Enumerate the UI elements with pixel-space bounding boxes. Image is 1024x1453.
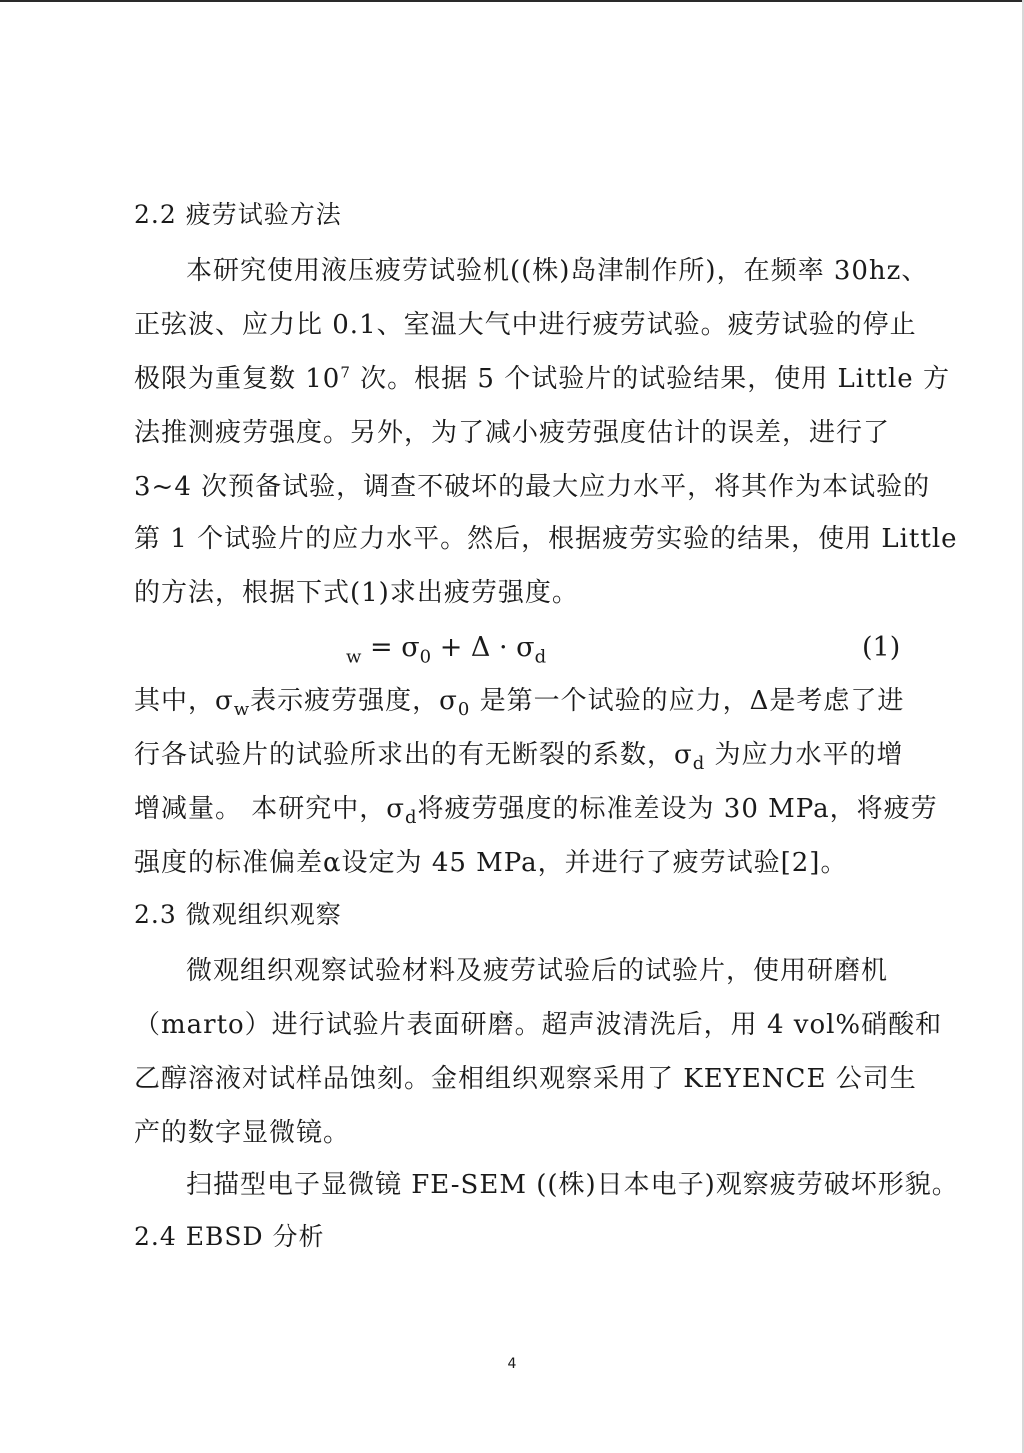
subscript: d (405, 807, 418, 829)
subscript: d (692, 753, 706, 775)
paragraph-line: 第 1 个试验片的应力水平。然后，根据疲劳实验的结果，使用 Little (134, 524, 958, 554)
plus-delta: + Δ · (431, 632, 517, 663)
section-heading-2-4: 2.4 EBSD 分析 (134, 1222, 325, 1251)
paragraph-line: （marto）进行试验片表面研磨。超声波清洗后，用 4 vol%硝酸和 (134, 1010, 943, 1040)
text-run: 将疲劳强度的标准差设为 30 MPa，将疲劳 (417, 794, 938, 824)
paragraph-line: 的方法，根据下式(1)求出疲劳强度。 (134, 578, 579, 608)
paragraph-line: 乙醇溶液对试样品蚀刻。金相组织观察采用了 KEYENCE 公司生 (134, 1064, 917, 1094)
subscript: 0 (419, 646, 432, 668)
text-run: 为应力水平的增 (705, 740, 904, 770)
paragraph-line: 微观组织观察试验材料及疲劳试验后的试验片，使用研磨机 (186, 956, 889, 986)
text-run: 表示疲劳强度，σ (250, 686, 458, 716)
paragraph-line (134, 738, 904, 775)
paragraph-line: 本研究使用液压疲劳试验机((株)岛津制作所)，在频率 30hz、 (186, 256, 929, 286)
sigma-symbol: σ (401, 632, 420, 663)
paragraph-line: 扫描型电子显微镜 FE-SEM ((株)日本电子)观察疲劳破坏形貌。 (186, 1170, 959, 1200)
paragraph-line (134, 792, 938, 829)
text-run: 极限为重复数 10 (134, 364, 341, 394)
superscript-exponent: 7 (340, 363, 351, 382)
paragraph-line: 正弦波、应力比 0.1、室温大气中进行疲劳试验。疲劳试验的停止 (134, 310, 917, 340)
equation-1 (346, 630, 546, 666)
equation-number: (1) (862, 632, 901, 663)
scan-top-edge (0, 0, 1024, 2)
paragraph-line: 3~4 次预备试验，调查不破坏的最大应力水平，将其作为本试验的 (134, 472, 931, 502)
subscript: w (346, 646, 362, 668)
text-run: 其中，σ (134, 686, 234, 716)
paragraph-line: 产的数字显微镜。 (134, 1118, 351, 1148)
sigma-symbol: σ (516, 632, 535, 663)
text-run: 增减量。 本研究中，σ (134, 794, 406, 824)
text-run: 次。根据 5 个试验片的试验结果，使用 Little 方 (350, 364, 950, 394)
subscript: d (534, 646, 547, 668)
equals-sign: = (361, 632, 402, 663)
text-run: 行各试验片的试验所求出的有无断裂的系数，σ (134, 740, 693, 770)
subscript: 0 (457, 699, 471, 721)
paragraph-line (134, 684, 905, 721)
paragraph-line (134, 362, 950, 396)
subscript: w (233, 699, 251, 721)
section-heading-2-2: 2.2 疲劳试验方法 (134, 200, 342, 229)
paragraph-line: 强度的标准偏差α设定为 45 MPa，并进行了疲劳试验[2]。 (134, 848, 848, 878)
text-run: 是第一个试验的应力，Δ是考虑了进 (470, 686, 905, 716)
section-heading-2-3: 2.3 微观组织观察 (134, 900, 342, 929)
page-number: 4 (507, 1356, 517, 1372)
paragraph-line: 法推测疲劳强度。另外，为了减小疲劳强度估计的误差，进行了 (134, 418, 891, 448)
